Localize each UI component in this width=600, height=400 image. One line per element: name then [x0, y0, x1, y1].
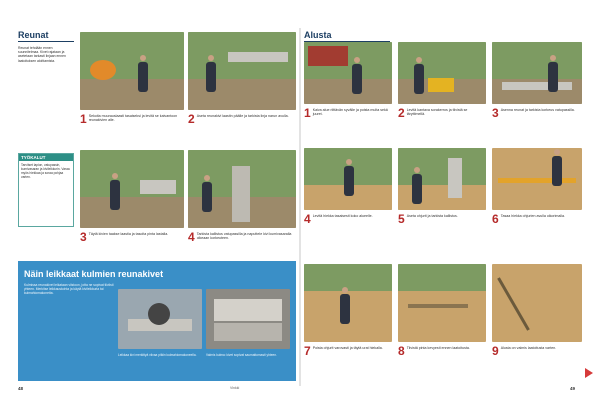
- step-number: 4: [304, 212, 311, 226]
- step-text: Asenna reunat ja tarkista korkeus vatupassilla.: [500, 108, 575, 112]
- step-text: Sekoita muurauslaasti tasaiseksi ja levitä se kaivantoon reunakivien alle.: [88, 114, 178, 123]
- page-gutter: [299, 28, 301, 386]
- left-step-2-caption: [188, 114, 296, 125]
- photo-base-step-1: [304, 42, 392, 104]
- corner-caption-1: Leikkaa kivi merkittyä viivaa pitkin kulmahiomakoneella.: [118, 353, 197, 357]
- right-step-2-caption: [398, 108, 486, 119]
- step-number: 8: [398, 344, 405, 358]
- photo-base-step-8: [398, 264, 486, 342]
- photo-step-2: [188, 32, 296, 110]
- right-page: [304, 28, 582, 386]
- left-intro-text: Reunat tehdään ennen suunnitelmaa. Kivet rajataan ja asetetaan tarkasti linjaan ennen laatoituksen aloittamista.: [18, 46, 66, 63]
- left-section-title: Reunat: [18, 30, 74, 42]
- tip-text: Tarvitset lapion, vatupassin, kumivasaran ja kivileikkurin. Varaa myös hiekkaa ja soraa pohjaa varten.: [21, 163, 70, 179]
- left-footer-label: Vinkki: [230, 386, 240, 390]
- step-text: Levitä hiekka tasaisesti koko alueelle.: [312, 214, 373, 218]
- photo-base-step-4: [304, 148, 392, 210]
- step-number: 4: [188, 230, 195, 244]
- step-text: Levitä kantava sorakerros ja tiivistä se täryttimellä.: [406, 108, 468, 117]
- step-text: Täytä kivien taakse laastia ja tasoita pinta lastalla.: [88, 232, 169, 236]
- left-step-3-caption: [80, 232, 184, 243]
- left-page-number: 48: [18, 386, 24, 391]
- photo-step-4: [188, 150, 296, 228]
- left-step-4-caption: [188, 232, 296, 243]
- right-step-4-caption: [304, 214, 392, 225]
- step-text: Aseta reunakivi laastin päälle ja tarkista linja narun avulla.: [196, 114, 289, 118]
- step-number: 5: [398, 212, 405, 226]
- step-number: 3: [80, 230, 87, 244]
- tools-tip-box: [18, 153, 74, 227]
- left-step-1-caption: [80, 114, 184, 125]
- photo-base-step-9: [492, 264, 582, 342]
- step-text: Tiivistä pinta kevyesti ennen laatoitusta.: [406, 346, 470, 350]
- photo-base-step-6: [492, 148, 582, 210]
- corner-cutting-box: [18, 261, 296, 381]
- photo-base-step-5: [398, 148, 486, 210]
- step-text: Alusta on valmis laatoitusta varten.: [500, 346, 557, 350]
- step-text: Kaiva alue riittävän syvälle ja poista multa sekä juuret.: [312, 108, 388, 117]
- tip-title: TYÖKALUT: [19, 154, 73, 161]
- right-page-number: 49: [570, 386, 576, 391]
- step-number: 7: [304, 344, 311, 358]
- right-step-9-caption: [492, 346, 582, 357]
- step-number: 9: [492, 344, 499, 358]
- right-step-8-caption: [398, 346, 486, 357]
- right-step-3-caption: [492, 108, 582, 119]
- photo-base-step-7: [304, 264, 392, 342]
- step-number: 2: [188, 112, 195, 126]
- step-number: 3: [492, 106, 499, 120]
- step-number: 1: [80, 112, 87, 126]
- left-page: [18, 28, 296, 386]
- right-step-5-caption: [398, 214, 486, 225]
- photo-step-1: [80, 32, 184, 110]
- step-number: 6: [492, 212, 499, 226]
- photo-base-step-2: [398, 42, 486, 104]
- step-text: Tasaa hiekka ohjurien avulla oikorimalla.: [500, 214, 566, 218]
- photo-step-3: [80, 150, 184, 228]
- step-number: 2: [398, 106, 405, 120]
- step-text: Poista ohjurit varovasti ja täytä urat hiekalla.: [312, 346, 383, 350]
- right-step-1-caption: [304, 108, 392, 119]
- next-page-arrow-icon: [585, 368, 593, 378]
- corner-caption-2: Valmis kulma: kivet sopivat saumattomasti yhteen.: [206, 353, 277, 357]
- step-text: Tarkista kallistus vatupassilla ja naputtele kivi kumivasaralla oikeaan korkeuteen.: [196, 232, 292, 241]
- right-step-6-caption: [492, 214, 582, 225]
- step-number: 1: [304, 106, 311, 120]
- corner-title: Näin leikkaat kulmien reunakivet: [24, 269, 164, 279]
- photo-corner-finished: [206, 289, 290, 349]
- photo-corner-cut: [118, 289, 202, 349]
- photo-base-step-3: [492, 42, 582, 104]
- right-section-title: Alusta: [304, 30, 390, 42]
- right-step-7-caption: [304, 346, 392, 357]
- step-text: Aseta ohjurit ja tarkista kallistus.: [406, 214, 458, 218]
- corner-intro-text: Kulmissa reunakivet leikataan viistoon, jotta ne sopivat tiiviisti yhteen. Merkitse leikkauskohta ja käytä kivileikkuria tai kulmahiomakonetta.: [24, 283, 114, 296]
